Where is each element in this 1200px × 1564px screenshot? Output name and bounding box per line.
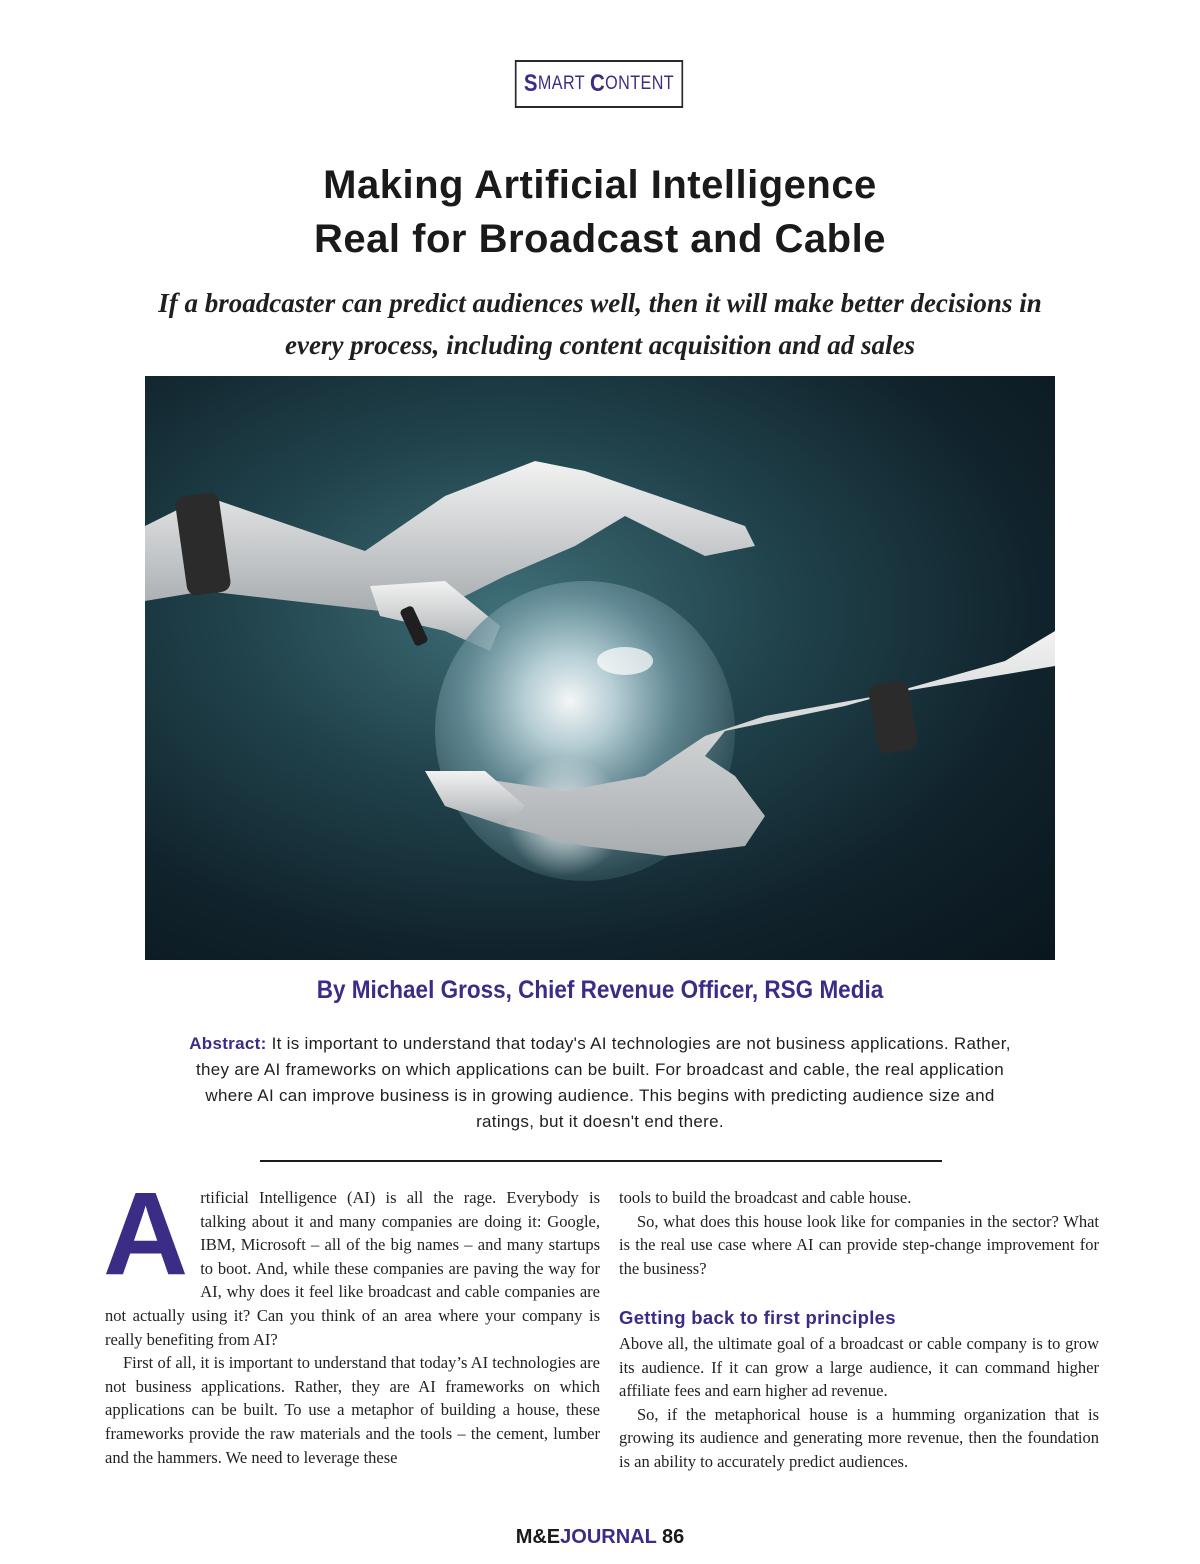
article-paragraph: Above all, the ultimate goal of a broadcast or cable company is to grow its audience. If it can grow a large audience, it can command higher affiliate fees and earn higher ad revenue.	[619, 1333, 1099, 1401]
section-tag-rest-2: ONTENT	[605, 73, 675, 94]
hero-illustration	[145, 376, 1055, 960]
page-footer	[0, 1526, 1200, 1549]
abstract	[180, 1031, 1020, 1135]
section-tag-initial-1: S	[523, 70, 538, 97]
abstract-label: Abstract:	[189, 1034, 267, 1053]
article-paragraph: tools to build the broadcast and cable house.	[619, 1188, 912, 1207]
article-column-right	[619, 1186, 1099, 1474]
article-title-line1: Making Artificial Intelligence	[323, 163, 877, 207]
page-number: 86	[662, 1526, 685, 1548]
drop-cap: A	[103, 1168, 189, 1300]
section-tag-initial-2: C	[589, 70, 606, 97]
abstract-text: It is important to understand that today's AI technologies are not business applications. Rather, they are AI frameworks on which applications can be built. For broadcast and cable, the real application where AI can improve business is in growing audience. This begins with predicting audience size and ratings, but it doesn't end there.	[196, 1034, 1011, 1131]
article-title	[0, 158, 1200, 266]
article-paragraph: rtificial Intelligence (AI) is all the rage. Everybody is talking about it and many companies are doing it: Google, IBM, Microsoft – all of the big names – and many startups to boot. And, while these companies are paving the way for AI, why does it feel like broadcast and cable companies are not actually using it? Can you think of an area where your company is really benefiting from AI?	[105, 1188, 600, 1349]
article-title-line2: Real for Broadcast and Cable	[314, 217, 886, 261]
robot-hands-crystal-ball-photo	[145, 376, 1055, 960]
footer-brand-journal: JOURNAL	[560, 1526, 657, 1548]
article-paragraph: So, if the metaphorical house is a humming organization that is growing its audience and generating more revenue, then the foundation is an ability to accurately predict audiences.	[619, 1404, 1099, 1471]
byline: By Michael Gross, Chief Revenue Officer, RSG Media	[316, 976, 884, 1004]
section-tag-rest-1: MART	[537, 73, 586, 94]
section-subhead: Getting back to first principles	[619, 1307, 896, 1329]
section-divider	[260, 1160, 942, 1162]
footer-brand-me: M&E	[515, 1526, 561, 1548]
article-column-left	[103, 1168, 600, 1469]
article-subtitle: If a broadcaster can predict audiences well, then it will make better decisions in every process, including content acquisition and ad sales	[158, 288, 1042, 360]
section-tag	[515, 60, 683, 108]
article-paragraph: First of all, it is important to understand that today’s AI technologies are not business applications. Rather, they are AI frameworks on which applications can be built. To use a metaphor of building a house, these frameworks provide the raw materials and the tools – the cement, lumber and the hammers. We need to leverage these	[105, 1353, 600, 1467]
article-paragraph: So, what does this house look like for companies in the sector? What is the real use case where AI can provide step-change improvement for the business?	[619, 1211, 1099, 1278]
